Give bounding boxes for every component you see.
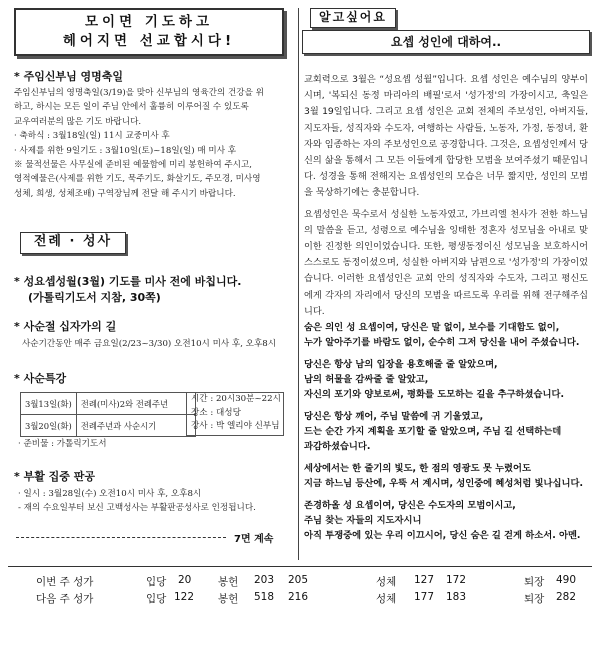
this-entrance-number: 20 [178,574,192,586]
festival-line: 성체, 희생, 성체조배) 구역장님께 전달 해 주시기 바랍니다. [14,188,236,199]
poem-stanza [304,461,592,491]
next-offertory-number-2: 216 [288,591,309,603]
poem-line: 드는 순간 가지 계획을 포기할 줄 알았으며, 주님 길 선택하는데 [304,426,562,437]
poem-line: 아직 투쟁중에 있는 우리 이끄시어, 당신 숨은 길 걷게 하소서. 아멘. [304,530,581,541]
next-communion-label: 성체 [376,593,397,605]
retreat-time: 시간 : 20시30분~22시 [191,394,281,404]
poem-line: 당신은 항상 남의 입장을 용호해줄 줄 알았으며, [304,359,498,370]
mass-note: (가톨릭기도서 지참, 30쪽) [28,291,161,304]
article-body [304,72,588,325]
next-recession-label: 퇴장 [524,593,545,605]
next-offertory-label: 봉헌 [218,593,239,605]
next-communion-number-1: 177 [414,591,435,603]
article-title: 요셉 성인에 대하여.. [390,35,502,49]
poem-line: 남의 허물을 감싸줄 줄 알았고, [304,374,429,385]
this-recession-label: 퇴장 [524,576,545,588]
next-communion-number-2: 183 [446,591,467,603]
poem-stanza [304,320,592,350]
stations-line: 사순기간동안 매주 금요일(2/23~3/30) 오전10시 미사 후, 오후8시 [22,339,277,349]
schedule-date: 3월20일(화) [21,415,77,437]
next-entrance-label: 입당 [146,593,167,605]
poem-line: 당신은 항상 깨어, 주님 말씀에 귀 기울였고, [304,411,484,422]
this-offertory-number-1: 203 [254,574,275,586]
this-communion-number-1: 127 [414,574,435,586]
table-row [21,415,196,437]
poem-stanza [304,409,592,454]
this-entrance-label: 입당 [146,576,167,588]
this-communion-label: 성체 [376,576,397,588]
festival-line: 하고, 하시는 모든 일이 주님 안에서 훌륭히 이루어질 수 있도록 [14,102,249,113]
slogan-line-1: 모이면 기도하고 [85,14,213,30]
retreat-lecturer: 강사 : 박 엘리야 신부님 [191,421,280,431]
poem-line: 지금 하느님 등산에, 우뚝 서 계시며, 성인중에 혜성처럼 빛나십니다. [304,478,583,489]
festival-body [14,86,294,201]
continue-note: 7면 계속 [234,534,274,545]
column-divider [298,8,299,560]
poem-line: 누가 알아주기를 바람도 없이, 순수히 그저 당신을 내어 주셨습니다. [304,337,580,348]
this-week-label: 이번 주 성가 [36,576,94,588]
article-title-box [302,30,590,54]
poem-stanza [304,498,592,543]
poem-stanza [304,357,592,402]
table-row [21,393,196,415]
poem-line: 숨은 의인 성 요셉이여, 당신은 말 없이, 보수를 기대함도 없이, [304,322,560,333]
poem-line: 존경하올 성 요셉이여, 당신은 수도자의 모범이시고, [304,500,516,511]
festival-line: 주임신부님의 영명축일(3/19)을 맞아 신부님의 영육간의 건강을 위 [14,88,264,98]
stats-top-rule [8,566,592,567]
poem-line: 주님 찾는 자들의 지도자시니 [304,515,422,526]
hymn-stats [0,574,600,610]
this-recession-number: 490 [556,574,577,586]
poem-line: 자신의 포기와 양보로써, 평화를 도모하는 길을 추구하셨습니다. [304,389,564,400]
slogan-line-2: 헤어지면 선교합시다! [62,33,236,49]
festival-line: 영적예물은(사제를 위한 기도, 묵주기도, 화살기도, 주모경, 미사영 [14,174,261,185]
this-offertory-label: 봉헌 [218,576,239,588]
festival-title: * 주임신부님 영명축일 [14,70,124,83]
dashed-divider [16,537,226,538]
this-offertory-number-2: 205 [288,574,309,586]
festival-line: · 사제를 위한 9일기도 : 3월10일(토)~18일(일) 매 미사 후 [14,145,237,156]
retreat-info-box [186,392,284,436]
article-paragraph: 교회력으로 3월은 “성요셉 성월”입니다. 요셉 성인은 예수님의 양부이시며, '복되신 동정 마리아의 배필'로서 '성가정'의 가장이시고, 축일은 3월 19일입니다. 그리고 요셉 성인은 교회 전체의 주보성인, 아버지들, 지도자들, 성직자와 수도자, 여행하는 사람들, 노동자, 가정, 동정녀, 환자와 임종하는 자의 주보성인으로 공경합니다. 그것은, 요셉성인께서 당신의 삶을 통해서 그 모든 이들에게 합당한 모범을 보여주셨기 때문입니다. 성경을 통해 전해지는 요셉성인의 모습은 너무 짧지만, 성인의 모범을 묵상하기에는 충분합니다. [304,74,588,199]
schedule-topic: 전례(미사)2와 전례주년 [76,393,195,415]
confession-body [18,487,256,516]
prayer-poem [304,320,592,550]
schedule-date: 3월13일(화) [21,393,77,415]
festival-line: · 축하식 : 3월18일(일) 11시 교중미사 후 [14,131,170,142]
stations-title: * 사순절 십자가의 길 [14,320,117,333]
poem-line: 세상에서는 한 줄기의 빛도, 한 점의 영광도 못 누렸어도 [304,463,532,474]
festival-line: 교우여러분의 많은 기도 바랍니다. [14,116,142,127]
article-paragraph: 요셉성인은 묵수로서 성실한 노동자였고, 가브리엘 천사가 전한 하느님의 말씀을 듣고, 성령으로 예수님을 잉태한 정혼자 성모님을 아내로 맞이한 진정한 의인이었습니다. 또한, 평생동정이신 성모님을 보호하시어 스스로도 동정이셨으며, 성실한 아버지와 남편으로 '성가정'의 가장이었습니다. 이러한 요셉성인은 교회 안의 성직자와 수도자, 그리고 평신도에게 각자의 자리에서 당신의 모범을 따르도록 우리를 위해 전구해주십니다. [304,208,588,317]
next-week-label: 다음 주 성가 [36,593,94,605]
retreat-title: * 사순특강 [14,372,67,385]
next-entrance-number: 122 [174,591,195,603]
confession-line: - 재의 수요일부터 보신 고백성사는 부활판공성사로 인정됩니다. [18,503,256,514]
retreat-schedule-table [20,392,196,437]
slogan-box [14,8,284,56]
confession-line: · 일시 : 3월28일(수) 오전10시 미사 후, 오후8시 [18,489,202,499]
poem-line: 과감하셨습니다. [304,441,371,452]
notice-tab: 알고싶어요 [310,8,396,28]
confession-title: * 부활 집중 판공 [14,470,95,483]
this-communion-number-2: 172 [446,574,467,586]
schedule-topic: 전례주년과 사순시기 [76,415,195,437]
retreat-place: 장소 : 대성당 [191,407,241,418]
liturgy-section-box: 전례 · 성사 [20,232,126,254]
next-offertory-number-1: 518 [254,591,275,603]
mass-title: * 성요셉성월(3월) 기도를 미사 전에 바칩니다. [14,275,242,288]
retreat-prep: · 준비물 : 가톨릭기도서 [18,439,107,449]
next-recession-number: 282 [556,591,577,603]
festival-line: ※ 물적선물은 사무실에 준비된 예물함에 미리 봉헌하여 주시고, [14,160,252,171]
